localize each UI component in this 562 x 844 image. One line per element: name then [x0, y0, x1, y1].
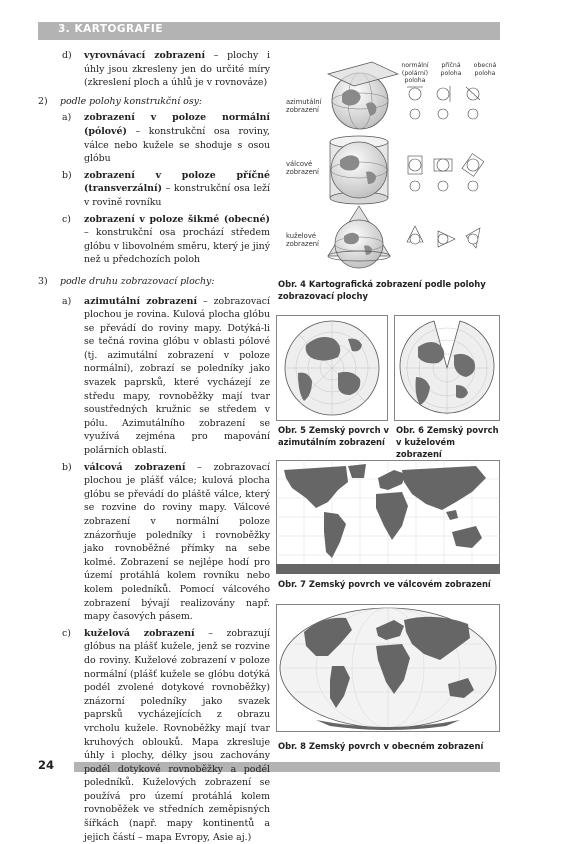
definition: – zobrazují glóbus na plášť kužele, jenž se rozvine do roviny. Kuželové zobrazení v poloze normální (plášť kužele se glóbu dotýká podél zvolené dotykové rovnoběžky) znázorní poledníky jako svazek paprsků vycházejících z obrazu vrcholu kužele. Rovnoběžky mají tvar kruhových oblouků. Mapa zkresluje úhly i plochy, délky jsou zachovány podél dotykové rovnoběžky a podél poledníků. Kuželových zobrazení se používá pro území protáhlá kolem rovnoběžek ve středních zeměpisných šířkách (např. mapy kontinentů a jejich částí – mapa Evropy, Asie aj.) [84, 627, 271, 843]
term: zobrazení v poloze příčné (transverzální) [84, 169, 270, 195]
list-item [38, 111, 270, 165]
definition: – konstrukční osa roviny, válce nebo kužele se shoduje s osou glóbu [84, 125, 270, 165]
list-marker: b) [62, 169, 72, 181]
figure-8-caption: Obr. 8 Zemský povrch v obecném zobrazení [278, 741, 484, 751]
row-label-azimuthal: azimutální zobrazení [286, 98, 322, 115]
term: zobrazení v poloze normální (pólové) [84, 112, 270, 137]
term: azimutální zobrazení [84, 295, 198, 307]
list-item-d [38, 49, 270, 90]
conical-map [394, 315, 500, 421]
list-item [38, 169, 270, 210]
list-item [38, 461, 270, 624]
globe-conical [328, 206, 390, 268]
definition: – konstrukční osa leží v rovině rovníku [84, 183, 270, 208]
body-text-column [38, 46, 270, 844]
section-3 [38, 275, 270, 289]
list-marker: c) [62, 627, 71, 639]
definition: – plochy i úhly jsou zkresleny jen do určité míry (zkreslení ploch a úhlů je v rovnováze) [84, 50, 271, 89]
globe-cylindrical [330, 136, 388, 204]
projection-diagram [280, 56, 505, 271]
term: válcová zobrazení [84, 461, 186, 473]
definition: – zobrazovací plochou je plášť válce; kulová plocha glóbu se převádí do pláště válce, který se rozvine do roviny mapy. Válcové zobrazení v normální poloze znázorňuje poledníky i rovnoběžky jako rovnoběžné přímky na sebe kolmé. Zobrazení se nejlépe hodí pro území protáhlá kolem rovníku nebo kolem poledníků. Pomocí válcového zobrazení bývají realizovány např. mapy časových pásem. [84, 461, 270, 623]
definition: – konstrukční osa prochází středem glóbu v libovolném směru, který je jiný než u předchozích poloh [84, 227, 270, 266]
col-header-normal: normální (polární) poloha [401, 62, 429, 84]
list-marker: b) [62, 461, 72, 473]
term: zobrazení v poloze šikmé (obecné) [84, 213, 270, 225]
list-marker: a) [62, 295, 72, 307]
azimuthal-map [276, 315, 388, 421]
section-marker: 2) [38, 95, 48, 107]
row-label-conical: kuželové zobrazení [286, 232, 319, 249]
term: kuželová zobrazení [84, 627, 195, 639]
col-header-transverse: příčná poloha [440, 62, 462, 77]
small-position-diagrams [407, 86, 484, 248]
section-heading: podle polohy konstrukční osy: [60, 95, 203, 107]
cylindrical-world-map [276, 460, 500, 574]
figure-7-caption: Obr. 7 Zemský povrch ve válcovém zobrazení [278, 579, 491, 589]
row-label-cylindrical: válcové zobrazení [286, 160, 319, 177]
col-header-oblique: obecná poloha [473, 62, 497, 77]
section-marker: 3) [38, 275, 48, 287]
term: vyrovnávací zobrazení [84, 50, 206, 61]
chapter-title: 3. KARTOGRAFIE [58, 23, 163, 35]
list-marker: a) [62, 112, 72, 124]
list-item [38, 627, 270, 844]
section-heading: podle druhu zobrazovací plochy: [60, 275, 215, 287]
section-2 [38, 95, 270, 109]
figure-6-caption: Obr. 6 Zemský povrch v kuželovém zobrazení [396, 425, 499, 459]
page-number: 24 [38, 758, 55, 772]
list-marker: c) [62, 213, 71, 225]
list-item [38, 295, 270, 458]
figure-5-caption: Obr. 5 Zemský povrch v azimutálním zobrazení [278, 425, 389, 447]
list-marker: d) [62, 50, 72, 61]
figure-4-caption: Obr. 4 Kartografická zobrazení podle polohy zobrazovací plochy [278, 279, 486, 301]
globe-azimuthal [328, 62, 398, 129]
list-item [38, 213, 270, 267]
definition: – zobrazovací plochou je rovina. Kulová plocha glóbu se převádí do roviny mapy. Dotýká-li se tečná rovina glóbu v oblasti pólové (tj. azimutální zobrazení v poloze normální), zobrazí se poledníky jako svazek paprsků, které vycházejí ze středu mapy, rovnoběžky mají tvar soustředných kružnic se středem v pólu. Azimutálního zobrazení se využívá zejména pro mapování polárních oblastí. [84, 295, 270, 457]
oblique-world-map [276, 604, 500, 732]
